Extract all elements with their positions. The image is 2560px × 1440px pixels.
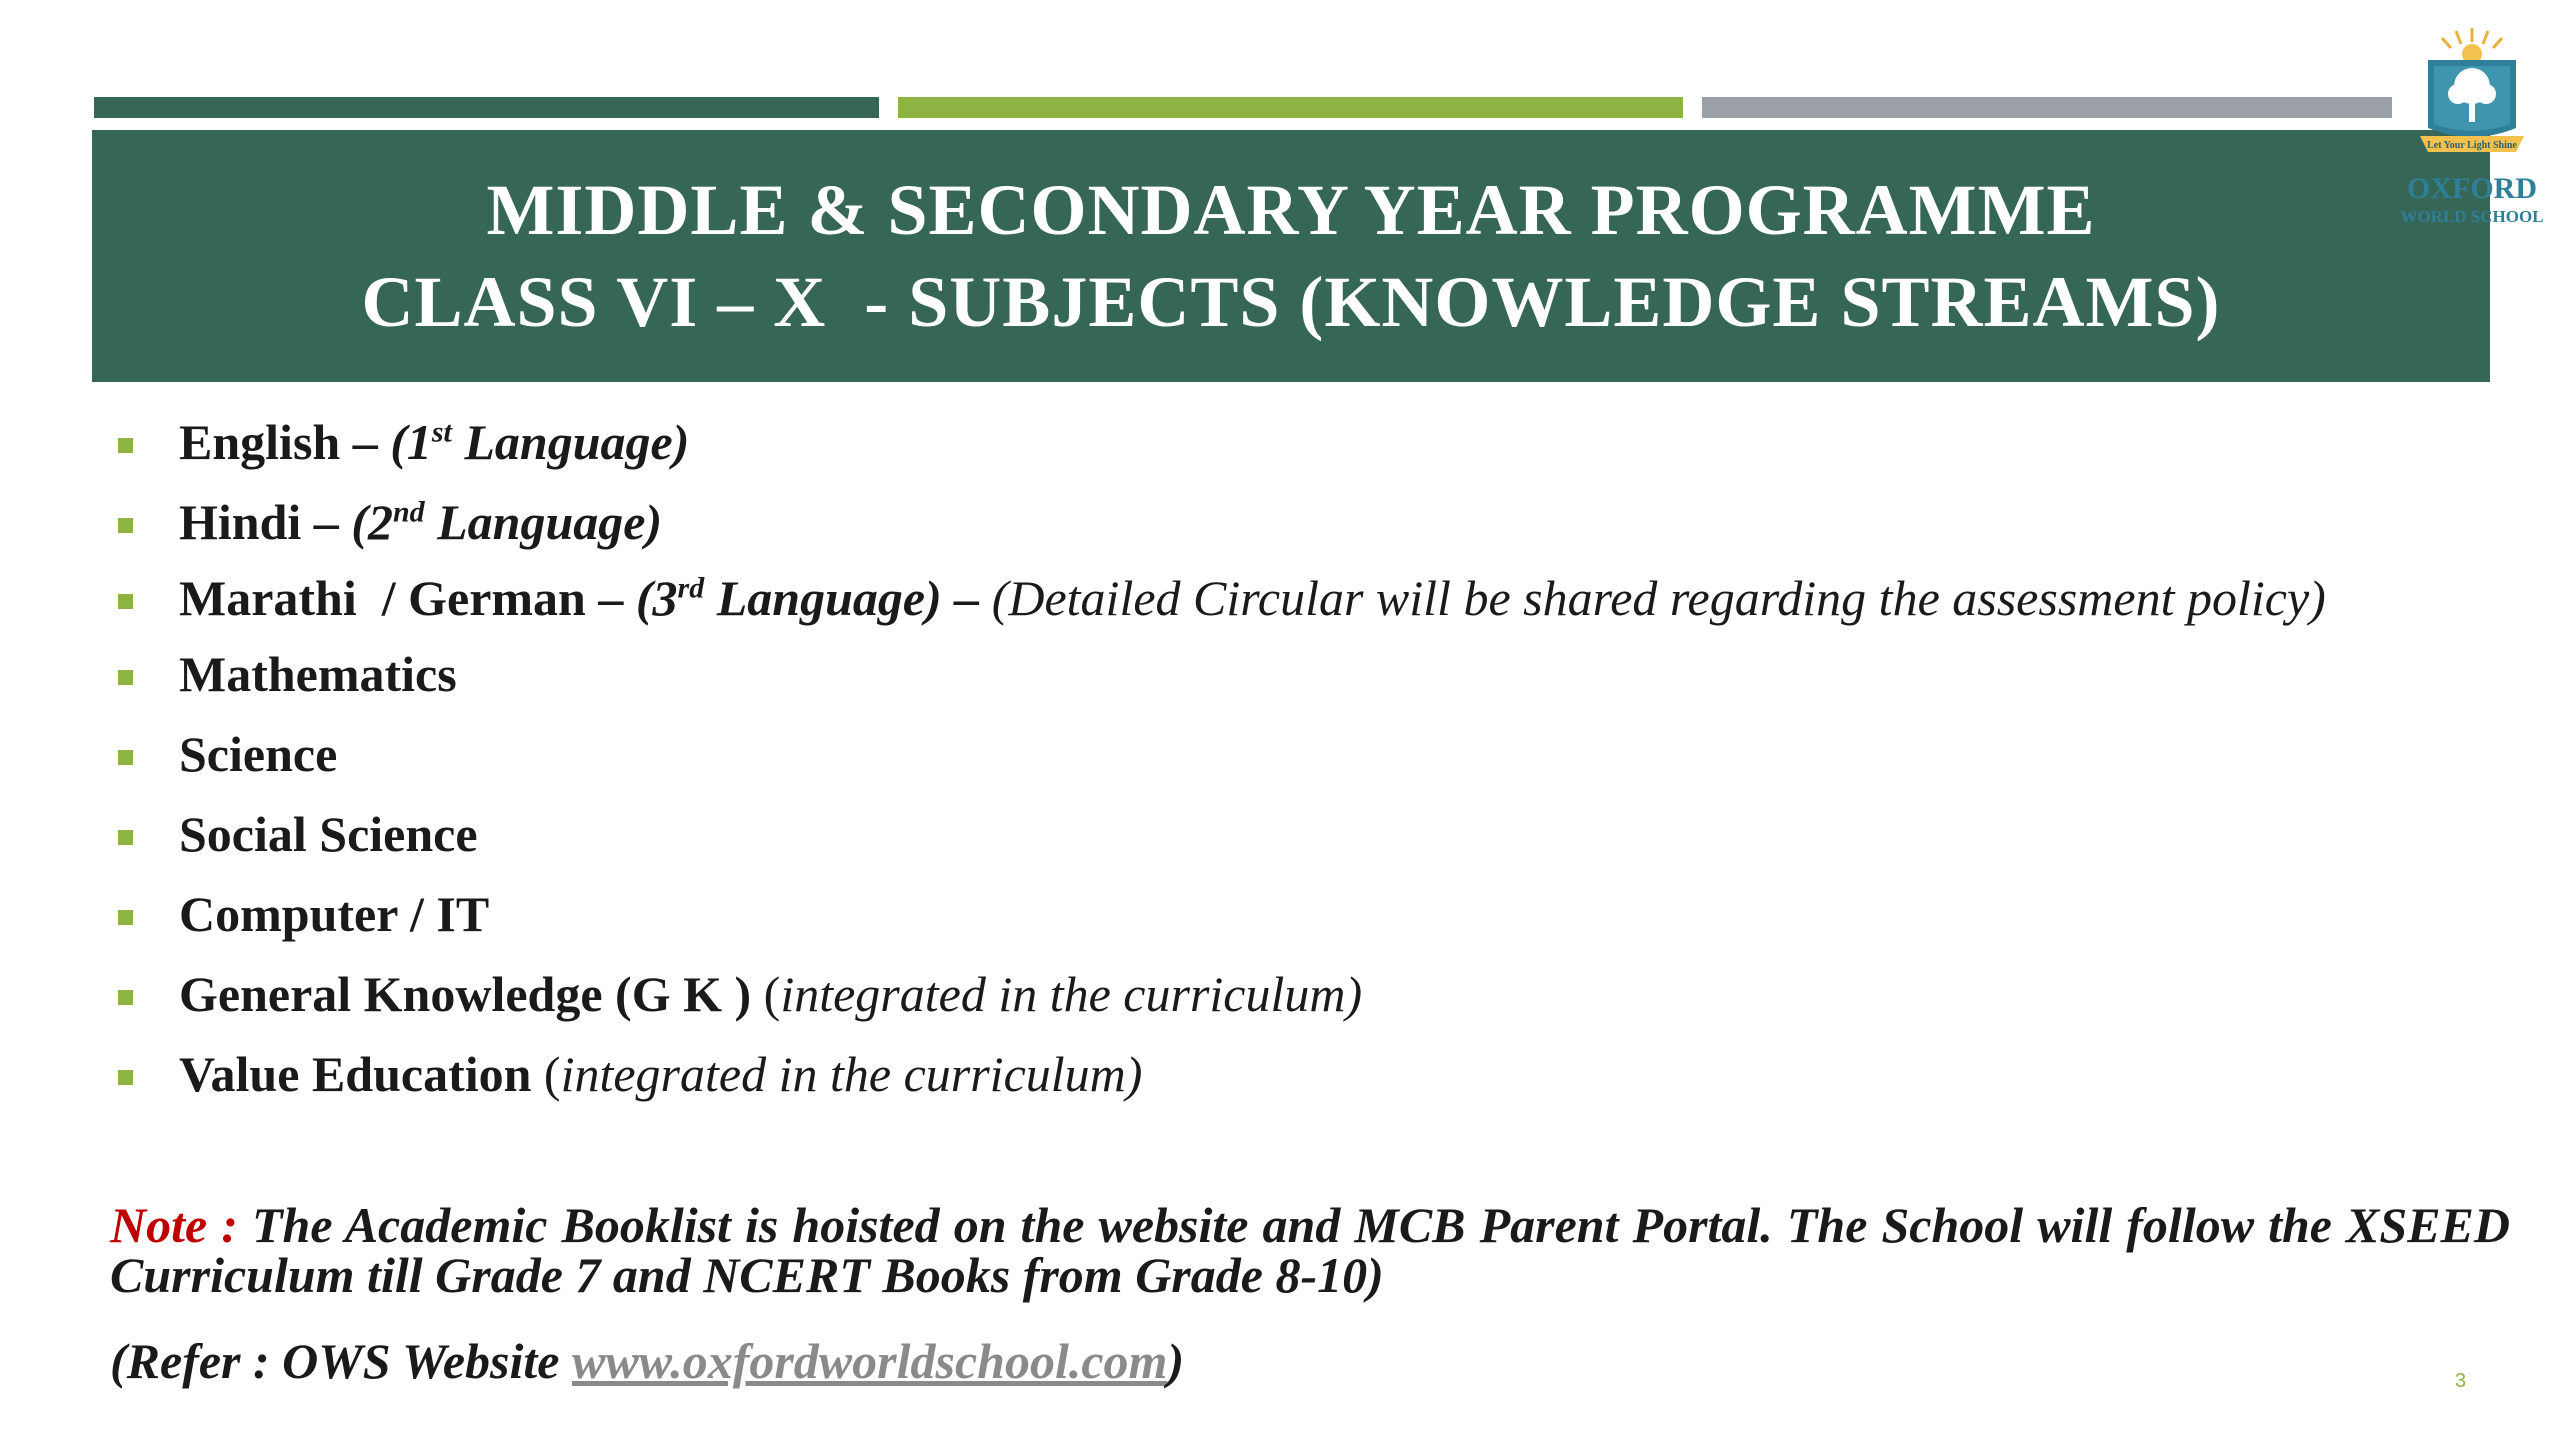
page-number: 3 [2455,1370,2467,1392]
logo-subname: WORLD SCHOOL [2400,207,2544,226]
title-line-1: MIDDLE & SECONDARY YEAR PROGRAMME [486,170,2096,250]
bullet-square-icon [118,990,133,1005]
refer-line: (Refer : OWS Website www.oxfordworldschool.com) [110,1333,1185,1389]
assessment-note: (Detailed Circular will be shared regarding the assessment policy) [991,570,2326,626]
subject-item-value-education: Value Education (integrated in the curriculum) [112,1044,2512,1104]
subject-item-hindi: Hindi – (2nd Language) [112,492,2512,552]
bullet-square-icon [118,670,133,685]
bullet-square-icon [118,910,133,925]
subject-item-mathematics: Mathematics [112,644,2512,704]
booklist-note [110,1197,2511,1303]
subject-item-science: Science [112,724,2512,784]
subject-list [112,412,2512,1124]
title-banner [92,130,2490,382]
top-decor-bar-grey [1702,97,2392,118]
website-link[interactable]: www.oxfordworldschool.com [572,1333,1168,1389]
subject-item-computer-it: Computer / IT [112,884,2512,944]
subject-item-general-knowledge: General Knowledge (G K ) (integrated in the curriculum) [112,964,2512,1024]
top-decor-bar-dark-green [94,97,879,118]
bullet-square-icon [118,518,133,533]
subject-item-social-science: Social Science [112,804,2512,864]
bullet-square-icon [118,594,133,609]
note-label: Note : [110,1197,238,1253]
bullet-square-icon [118,1070,133,1085]
logo-name: OXFORD [2407,172,2537,205]
school-logo [2398,24,2546,234]
bullet-square-icon [118,438,133,453]
bullet-square-icon [118,830,133,845]
note-text: The Academic Booklist is hoisted on the website and MCB Parent Portal. The School will follow the XSEED Curriculum till Grade 7 and NCERT Books from Grade 8-10) [110,1197,2511,1303]
bullet-square-icon [118,750,133,765]
subject-item-third-language: Marathi / German – (3rd Language) – (Detailed Circular will be shared regarding the assessment policy) [112,572,2512,624]
title-line-2: CLASS VI – X - SUBJECTS (KNOWLEDGE STREAMS) [361,262,2221,342]
subject-item-english: English – (1st Language) [112,412,2512,472]
school-crest-icon [2398,24,2546,172]
svg-text:Let Your Light Shine: Let Your Light Shine [2427,140,2517,151]
top-decor-bar-lime [898,97,1683,118]
